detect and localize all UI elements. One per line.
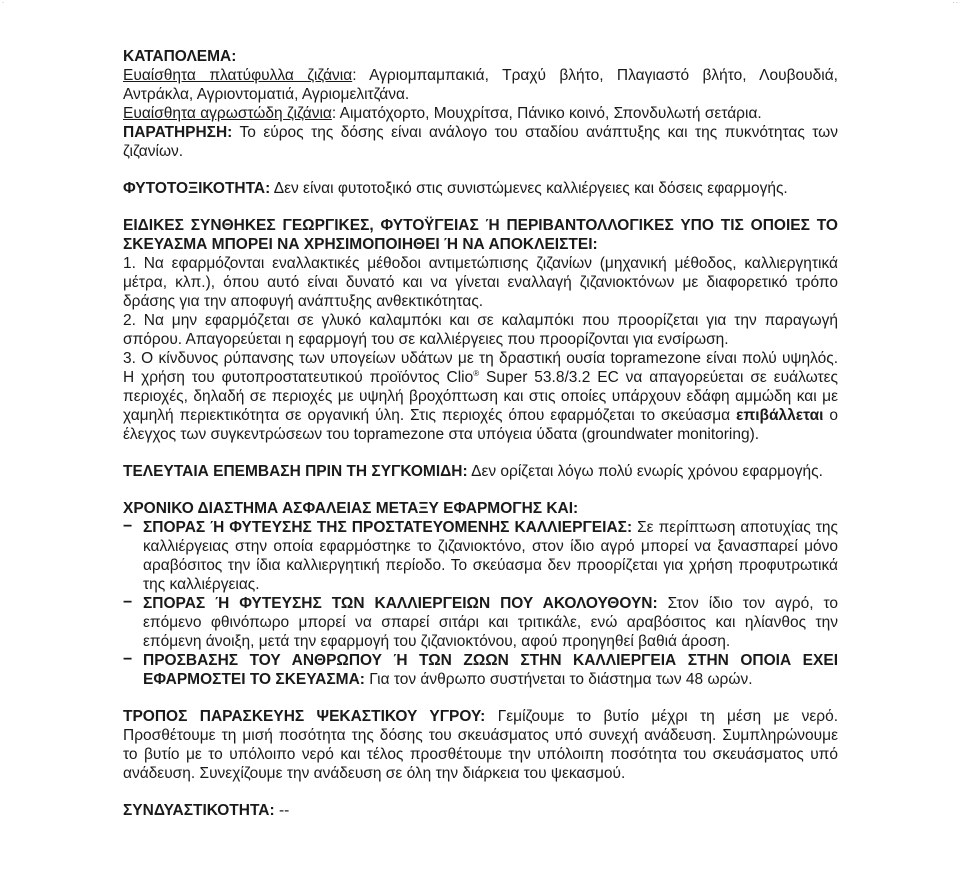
compatibility: ΣΥΝΔΥΑΣΤΙΚΟΤΗΤΑ: -- [123, 802, 290, 819]
special-conditions-heading: ΕΙΔΙΚΕΣ ΣΥΝΘΗΚΕΣ ΓΕΩΡΓΙΚΕΣ, ΦΥΤΟΫΓΕΙΑΣ Ή ΠΕΡΙΒΑΝΤΟΛΛΟΓΙΚΕΣ ΥΠΟ ΤΙΣ ΟΠΟΙΕΣ ΤΟ ΣΚΕΥΑΣΜΑ ΜΠΟΡΕΙ ΝΑ ΧΡΗΣΙΜΟΠΟΙΗΘΕΙ Ή ΝΑ ΑΠΟΚΛΕΙΣΤΕΙ: [123, 217, 838, 253]
broadleaf-weeds: Ευαίσθητα πλατύφυλλα ζιζάνια: Αγριομπαμπακιά, Τραχύ βλήτο, Πλαγιαστό βλήτο, Λουβουδιά, Αντράκλα, Αγριοντοματιά, Αγριομελιτζάνα. [123, 67, 838, 103]
special-item-1: 1. Να εφαρμόζονται εναλλακτικές μέθοδοι αντιμετώπισης ζιζανίων (μηχανική μέθοδος, καλλιεργητικά μέτρα, κλπ.), όπου αυτό είναι δυνατό και να γίνεται εναλλαγή ζιζανιοκτόνων με διαφορετικό τρόπο δράσης για την αποφυγή ανάπτυξης ανθεκτικότητας. [123, 255, 838, 310]
document-page [123, 47, 838, 820]
interval-item-sowing: − ΣΠΟΡΑΣ Ή ΦΥΤΕΥΣΗΣ ΤΗΣ ΠΡΟΣΤΑΤΕΥΟΜΕΝΗΣ ΚΑΛΛΙΕΡΓΕΙΑΣ: Σε περίπτωση αποτυχίας της καλλιέργειας στην οποία εφαρμόστηκε το ζιζανιοκτόνο, στον ίδιο αγρό μπορεί να ξανασπαρεί μόνο αραβόσιτος την ίδια καλλιεργητική περίοδο. Το σκεύασμα δεν προορίζεται για χρήση προφυτρωτικά της καλλιέργειας. [123, 518, 838, 593]
section-title: ΚΑΤΑΠΟΛΕΜΑ: [123, 48, 237, 65]
special-item-3: 3. Ο κίνδυνος ρύπανσης των υπογείων υδάτων με τη δραστική ουσία topramezone είναι πολύ υψηλός. Η χρήση του φυτοπροστατευτικού προϊόντος Clio® Super 53.8/3.2 EC να απαγορεύεται σε ευάλωτες περιοχές, δηλαδή σε περιοχές με υψηλή βροχόπτωση και στις οποίες υπάρχουν εδάφη αμμώδη και με χαμηλή περιεκτικότητα σε οργανική ύλη. Στις περιοχές όπου εφαρμόζεται το σκεύασμα επιβάλλεται ο έλεγχος των συγκεντρώσεων του topramezone στα υπόγεια ύδατα (groundwater monitoring). [123, 350, 838, 443]
broadleaf-label: Ευαίσθητα πλατύφυλλα ζιζάνια [123, 67, 353, 84]
corner-mark-right: · · [952, 0, 958, 6]
last-application: ΤΕΛΕΥΤΑΙΑ ΕΠΕΜΒΑΣΗ ΠΡΙΝ ΤΗ ΣΥΓΚΟΜΙΔΗ: Δεν ορίζεται λόγω πολύ ενωρίς χρόνου εφαρμογής. [123, 463, 823, 480]
spray-preparation: ΤΡΟΠΟΣ ΠΑΡΑΣΚΕΥΗΣ ΨΕΚΑΣΤΙΚΟΥ ΥΓΡΟΥ: Γεμίζουμε το βυτίο μέχρι τη μέση με νερό. Προσθέτουμε τη μισή ποσότητα της δόσης του σκευάσματος υπό συνεχή ανάδευση. Συμπληρώνουμε το βυτίο με το υπόλοιπο νερό και τέλος προσθέτουμε την υπόλοιπη ποσότητα του σκευάσματος υπό ανάδευση. Συνεχίζουμε την ανάδευση σε όλη την διάρκεια του ψεκασμού. [123, 708, 838, 782]
dash-marker: − [123, 651, 133, 668]
interval-item-access: − ΠΡΟΣΒΑΣΗΣ ΤΟΥ ΑΝΘΡΩΠΟΥ Ή ΤΩΝ ΖΩΩΝ ΣΤΗΝ ΚΑΛΛΙΕΡΓΕΙΑ ΣΤΗΝ ΟΠΟΙΑ ΕΧΕΙ ΕΦΑΡΜΟΣΤΕΙ ΤΟ ΣΚΕΥΑΣΜΑ: Για τον άνθρωπο συστήνεται το διάστημα των 48 ωρών. [123, 651, 838, 688]
registered-mark: ® [473, 368, 480, 378]
dash-marker: − [123, 594, 133, 611]
interval-item-following-crops: − ΣΠΟΡΑΣ Ή ΦΥΤΕΥΣΗΣ ΤΩΝ ΚΑΛΛΙΕΡΓΕΙΩΝ ΠΟΥ ΑΚΟΛΟΥΘΟΥΝ: Στον ίδιο τον αγρό, το επόμενο φθινόπωρο μπορεί να σπαρεί σιτάρι και τριτικάλε, ενώ αραβόσιτος και ηλίανθος την επόμενη άνοιξη, μετά την εφαρμογή του ζιζανιοκτόνου, αφού προηγηθεί βαθιά άροση. [123, 594, 838, 650]
phytotoxicity: ΦΥΤΟΤΟΞΙΚΟΤΗΤΑ: Δεν είναι φυτοτοξικό στις συνιστώμενες καλλιέργειες και δόσεις εφαρμογής. [123, 180, 788, 197]
dash-marker: − [123, 518, 133, 535]
special-item-2: 2. Να μην εφαρμόζεται σε γλυκό καλαμπόκι και σε καλαμπόκι που προορίζεται για την παραγωγή σπόρου. Απαγορεύεται η εφαρμογή του σε καλλιέργειες που προορίζονται για ενσίρωση. [123, 312, 838, 348]
grass-weeds: Ευαίσθητα αγρωστώδη ζιζάνια: Αιματόχορτο, Μουχρίτσα, Πάνικο κοινό, Σπονδυλωτή σετάρια. [123, 105, 762, 122]
grass-label: Ευαίσθητα αγρωστώδη ζιζάνια [123, 105, 332, 122]
corner-mark-left: · [2, 0, 4, 6]
dose-note: ΠΑΡΑΤΗΡΗΣΗ: Το εύρος της δόσης είναι ανάλογο του σταδίου ανάπτυξης και της πυκνότητας των ζιζανίων. [123, 124, 838, 160]
safety-interval-heading: ΧΡΟΝΙΚΟ ΔΙΑΣΤΗΜΑ ΑΣΦΑΛΕΙΑΣ ΜΕΤΑΞΥ ΕΦΑΡΜΟΓΗΣ ΚΑΙ: [123, 500, 579, 517]
